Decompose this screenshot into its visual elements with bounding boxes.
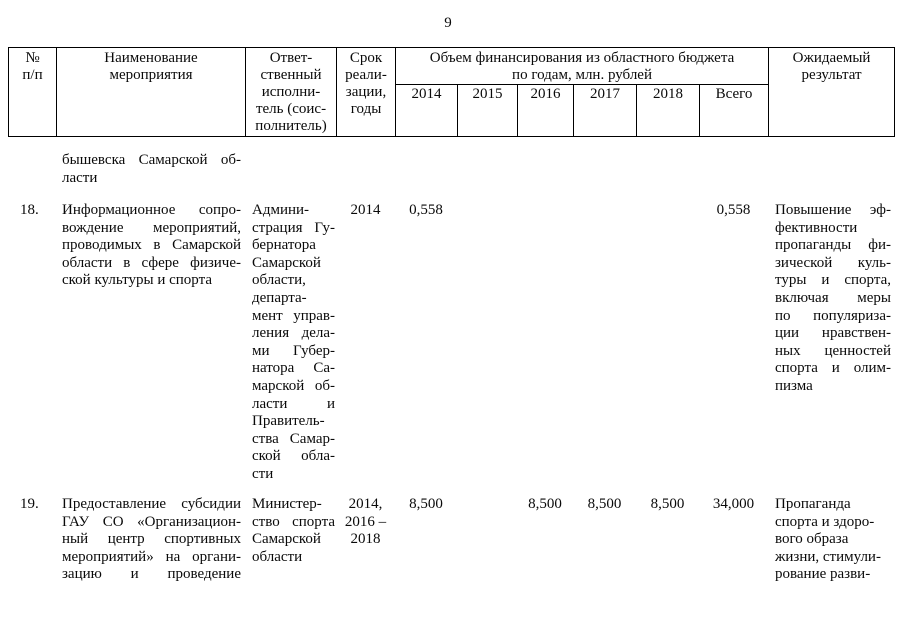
row-expected-result-line: по популяриза- — [775, 307, 891, 324]
row-number: 19. — [20, 496, 39, 512]
row-event-name-line: ГАУ СО «Организацион- — [62, 513, 241, 530]
row-executor-line: департа- — [252, 289, 307, 306]
row-expected-result-line: жизни, стимули- — [775, 548, 881, 565]
header-term — [337, 48, 396, 137]
row-executor-line: Министер- — [252, 496, 322, 512]
header-executor-line: тель (соис- — [255, 101, 327, 117]
row-term-line: 2014, — [348, 496, 383, 512]
row-expected-result-line: Повышение эф- — [775, 202, 891, 218]
row-expected-result-line: включая меры — [775, 289, 891, 306]
header-year-2017: 2017 — [574, 85, 637, 137]
header-term-line: годы — [350, 101, 382, 117]
header-financing — [396, 48, 769, 85]
row-executor-line: ления дела- — [252, 325, 335, 342]
header-executor-line: ственный — [260, 67, 322, 83]
row-expected-result-line: ных ценностей — [775, 342, 891, 359]
row-amount-2014: 0,558 — [409, 202, 443, 218]
row-event-name-line: области в сфере физиче- — [62, 254, 241, 271]
row-executor-line: ской обла- — [252, 448, 335, 465]
row-expected-result-line: спорта и олим- — [775, 360, 891, 377]
row-term — [336, 496, 395, 549]
row-amount-2018: 8,500 — [650, 496, 685, 512]
row-amount-2017: 8,500 — [587, 496, 622, 512]
continuation-name — [62, 152, 241, 187]
row-expected-result-line: пизма — [775, 377, 813, 394]
header-event-name-line: мероприятия — [109, 67, 193, 83]
row-executor-line: страция Гу- — [252, 219, 335, 236]
header-term-line: зации, — [345, 84, 387, 100]
row-executor-line: ство спорта — [252, 513, 335, 530]
row-expected-result-line: спорта и здоро- — [775, 513, 875, 530]
row-executor-line: Админи- — [252, 202, 310, 218]
row-executor-line: ласти и — [252, 395, 335, 412]
row-term-line: 2014 — [350, 202, 381, 218]
row-term-line: 2018 — [350, 531, 381, 548]
header-executor-line: исполни- — [261, 84, 321, 100]
row-expected-result-line: зической куль- — [775, 254, 891, 271]
row-expected-result-line: Пропаганда — [775, 496, 851, 512]
row-event-name-line: Предоставление субсидии — [62, 496, 241, 512]
row-expected-result — [775, 496, 891, 584]
row-event-name-line: ный центр спортивных — [62, 531, 241, 548]
row-event-name-line: вождение мероприятий, — [62, 219, 241, 236]
row-term — [336, 202, 395, 220]
header-row-main — [9, 48, 895, 85]
header-expected-result — [769, 48, 895, 137]
continuation-name-line: бышевска Самарской об- — [62, 152, 241, 168]
header-event-name-line: Наименование — [104, 50, 198, 66]
row-term-line: 2016 – — [344, 513, 387, 530]
row-executor-line: Правитель- — [252, 413, 325, 430]
row-amount-total: 0,558 — [716, 202, 751, 218]
header-financing-line: Объем финансирования из областного бюджета — [429, 50, 735, 66]
row-event-name — [62, 496, 241, 584]
row-event-name — [62, 202, 241, 290]
row-executor-line: натора Са- — [252, 360, 335, 377]
header-year-2016: 2016 — [518, 85, 574, 137]
row-expected-result-line: фективности — [775, 219, 858, 236]
row-event-name-line: Информационное сопро- — [62, 202, 241, 218]
row-executor-line: области, — [252, 272, 306, 289]
header-term-line: реали- — [345, 67, 387, 83]
row-expected-result-line: ции нравствен- — [775, 325, 891, 342]
row-executor-line: бернатора — [252, 237, 316, 254]
row-executor-line: Самарской — [252, 254, 321, 271]
row-executor-line: ства Самар- — [252, 430, 335, 447]
row-executor-line: ми Губер- — [252, 342, 335, 359]
header-term-line: Срок — [349, 50, 383, 66]
row-executor — [252, 496, 335, 566]
row-amount-2016: 8,500 — [528, 496, 562, 512]
row-executor-line: области — [252, 548, 303, 565]
page-number: 9 — [444, 15, 452, 31]
header-expected-result-line: Ожидаемый — [792, 50, 871, 66]
header-total: Всего — [700, 85, 769, 137]
row-expected-result-line: туры и спорта, — [775, 272, 891, 289]
row-amount-2014: 8,500 — [409, 496, 443, 512]
header-year-2015: 2015 — [458, 85, 518, 137]
row-expected-result-line: пропаганды фи- — [775, 237, 891, 254]
header-year-2018: 2018 — [637, 85, 700, 137]
header-executor — [246, 48, 337, 137]
header-number-line: п/п — [22, 67, 43, 83]
row-executor-line: сти — [252, 465, 274, 482]
row-number: 18. — [20, 202, 39, 218]
header-number-line: № — [25, 50, 40, 66]
header-executor-line: Ответ- — [269, 50, 313, 66]
header-year-2014: 2014 — [396, 85, 458, 137]
row-event-name-line: ской культуры и спорта — [62, 272, 212, 289]
row-expected-result-line: вого образа — [775, 531, 849, 548]
row-executor-line: марской об- — [252, 377, 335, 394]
row-executor — [252, 202, 335, 484]
row-executor-line: Самарской — [252, 531, 321, 548]
row-event-name-line: проводимых в Самарской — [62, 237, 241, 254]
header-event-name — [57, 48, 246, 137]
row-executor-line: мент управ- — [252, 307, 335, 324]
continuation-name-line: ласти — [62, 169, 98, 186]
row-amount-total: 34,000 — [712, 496, 755, 512]
header-executor-line: полнитель) — [255, 118, 327, 134]
header-financing-line: по годам, млн. рублей — [512, 67, 652, 83]
header-expected-result-line: результат — [801, 67, 862, 83]
row-expected-result — [775, 202, 891, 396]
row-event-name-line: зацию и проведение — [62, 566, 241, 583]
table-header — [8, 47, 895, 137]
header-number — [9, 48, 57, 137]
row-event-name-line: мероприятий» на органи- — [62, 548, 241, 565]
row-expected-result-line: рование разви- — [775, 566, 871, 583]
